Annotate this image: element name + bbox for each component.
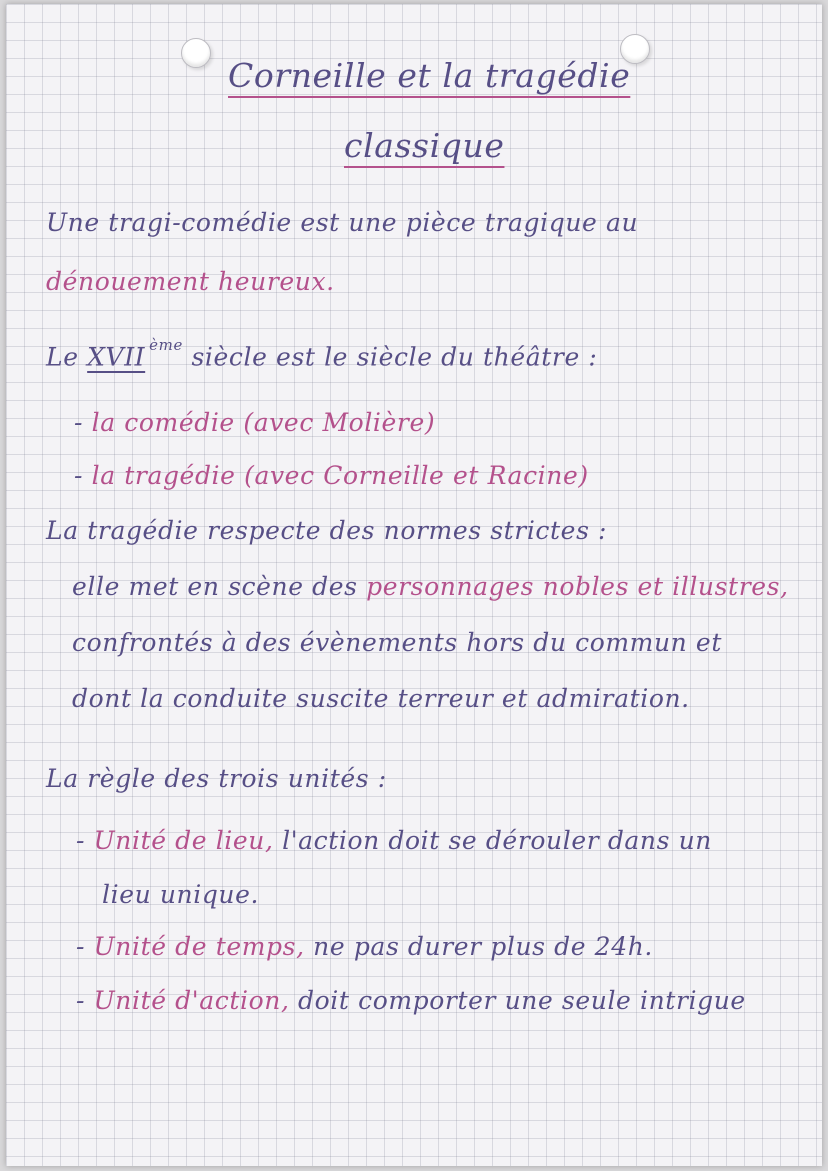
bullet-dash: - <box>76 986 86 1015</box>
page-title-line2: classique <box>344 126 505 165</box>
list-item <box>76 826 712 855</box>
page-title-line1: Corneille et la tragédie <box>228 56 631 95</box>
century-item-tragedie: la tragédie (avec Corneille et Racine) <box>91 461 589 490</box>
unity-action-head: Unité d'action, <box>93 986 290 1015</box>
bullet-dash: - <box>76 932 86 961</box>
binder-hole-left <box>181 38 211 68</box>
list-item <box>74 461 589 490</box>
unity-temps-head: Unité de temps, <box>93 932 305 961</box>
unity-temps-text: ne pas durer plus de 24h. <box>304 932 653 961</box>
unity-lieu-text: l'action doit se dérouler dans un <box>273 826 713 855</box>
tragedy-heading: La tragédie respecte des normes strictes : <box>46 516 608 545</box>
list-item <box>76 986 746 1015</box>
tragedy-line1-highlight: personnages nobles et illustres, <box>366 572 789 601</box>
century-rest: siècle est le siècle du théâtre : <box>191 342 598 372</box>
unity-lieu-head: Unité de lieu, <box>93 826 274 855</box>
century-item-comedie: la comédie (avec Molière) <box>91 408 436 437</box>
tragedy-line2: confrontés à des évènements hors du commun et <box>72 628 722 657</box>
unities-heading: La règle des trois unités : <box>46 764 387 793</box>
definition-line2: dénouement heureux. <box>46 267 335 296</box>
bullet-dash: - <box>74 408 84 437</box>
century-numeral: XVII <box>87 342 146 372</box>
definition-line1: Une tragi-comédie est une pièce tragique au <box>46 208 639 237</box>
list-item <box>74 408 435 437</box>
list-item <box>76 932 653 961</box>
tragedy-line1 <box>72 572 789 601</box>
bullet-dash: - <box>76 826 86 855</box>
century-line <box>46 336 598 372</box>
bullet-dash: - <box>74 461 84 490</box>
notebook-page <box>6 4 822 1166</box>
unity-action-text: doit comporter une seule intrigue <box>289 986 746 1015</box>
tragedy-line1-start: elle met en scène des <box>72 572 367 601</box>
tragedy-line3: dont la conduite suscite terreur et admiration. <box>72 684 690 713</box>
unity-lieu-continuation: lieu unique. <box>102 880 260 909</box>
century-prefix: Le <box>46 342 79 372</box>
century-exponent: ème <box>149 336 183 354</box>
